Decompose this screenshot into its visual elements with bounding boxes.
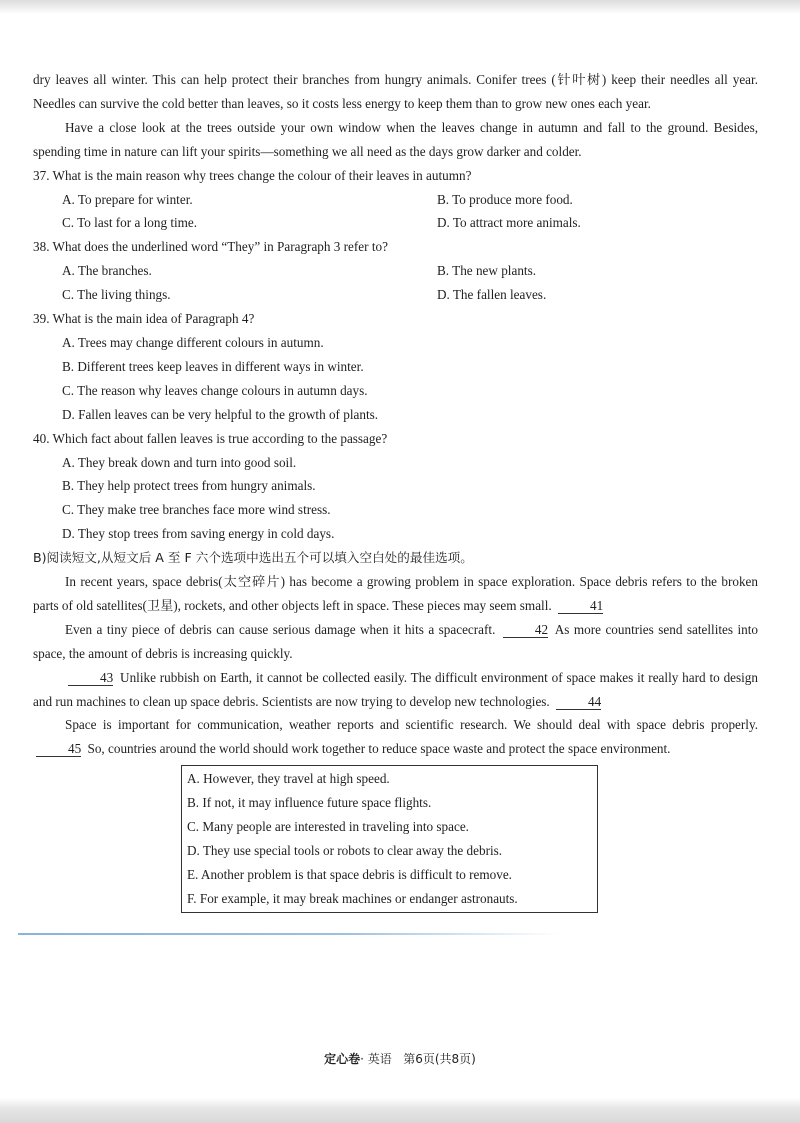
choice-option[interactable]: E. Another problem is that space debris is difficult to remove. [187,866,512,882]
question-39 [33,307,758,427]
option[interactable]: D. Fallen leaves can be very helpful to the growth of plants. [62,406,379,422]
option[interactable]: A. To prepare for winter. [62,191,193,207]
option[interactable]: B. To produce more food. [437,191,573,207]
paragraph-text: In recent years, space debris(太空碎片) has become a growing problem in space exploration. Space debris refers to the broken parts of old satellites(卫星), rockets, and other objects left in space. These pieces may seem small. [33,574,758,613]
option[interactable]: A. Trees may change different colours in autumn. [62,334,324,350]
choice-option[interactable]: A. However, they travel at high speed. [187,771,390,787]
page-footer [0,1050,800,1067]
choice-option[interactable]: B. If not, it may influence future space flights. [187,795,432,811]
option[interactable]: C. The reason why leaves change colours in autumn days. [62,382,368,398]
passage-b-paragraph-4 [33,713,758,761]
option[interactable]: B. Different trees keep leaves in different ways in winter. [62,358,364,374]
blank-44[interactable]: 44 [556,694,601,710]
choice-option[interactable]: F. For example, it may break machines or endanger astronauts. [187,890,518,906]
blank-43[interactable]: 43 [68,670,113,686]
option[interactable]: C. The living things. [62,287,171,303]
choice-option[interactable]: C. Many people are interested in traveling into space. [187,819,469,835]
page-content [33,68,758,913]
paragraph-text: Unlike rubbish on Earth, it cannot be collected easily. The difficult environment of space makes it really hard to design and run machines to clean up space debris. Scientists are now trying to develop new technologies. [33,669,758,709]
option[interactable]: A. The branches. [62,263,152,279]
option[interactable]: C. To last for a long time. [62,215,198,231]
passage-paragraph: Have a close look at the trees outside your own window when the leaves change in autumn and fall to the ground. Besides, spending time in nature can lift your spirits—something we all need as the days grow darker and colder. [33,119,758,159]
option[interactable]: D. They stop trees from saving energy in cold days. [62,526,335,542]
choices-box [181,765,598,912]
option[interactable]: B. They help protect trees from hungry animals. [62,478,316,494]
scan-bottom-edge [0,1098,800,1123]
question-stem: 37. What is the main reason why trees change the colour of their leaves in autumn? [33,167,472,183]
option[interactable]: D. The fallen leaves. [437,287,547,303]
choice-option[interactable]: D. They use special tools or robots to clear away the debris. [187,843,503,858]
options-list [62,451,758,547]
scan-artifact-line [18,933,560,935]
footer-subject: · 英语 [360,1052,392,1066]
passage-b-paragraph-2 [33,618,758,666]
question-stem: 38. What does the underlined word “They” in Paragraph 3 refer to? [33,239,388,255]
blank-41[interactable]: 41 [558,598,603,614]
footer-page-number: 第6页(共8页) [403,1052,476,1066]
question-stem: 39. What is the main idea of Paragraph 4? [33,311,255,327]
scan-top-edge [0,0,800,14]
passage-paragraph: dry leaves all winter. This can help protect their branches from hungry animals. Conifer trees (针叶树) keep their needles all year. Needles can survive the cold better than leaves, so it costs less energy to keep them than to grow new ones each year. [33,72,758,111]
option[interactable]: D. To attract more animals. [437,215,581,231]
options-list [62,331,758,427]
blank-45[interactable]: 45 [36,741,81,757]
question-40 [33,427,758,547]
question-38 [33,235,758,307]
question-37 [33,164,758,236]
options-grid [62,188,758,236]
blank-42[interactable]: 42 [503,622,548,638]
section-b-instructions: B)阅读短文,从短文后 A 至 F 六个选项中选出五个可以填入空白处的最佳选项。 [33,550,473,566]
passage-b-paragraph-3 [33,666,758,714]
paragraph-text: Even a tiny piece of debris can cause serious damage when it hits a spacecraft. [65,621,496,637]
options-grid [62,259,758,307]
option[interactable]: C. They make tree branches face more wind stress. [62,502,331,518]
paragraph-text: Space is important for communication, weather reports and scientific research. We should deal with space debris properly. [65,717,758,733]
question-stem: 40. Which fact about fallen leaves is true according to the passage? [33,430,388,446]
option[interactable]: B. The new plants. [437,263,537,279]
option[interactable]: A. They break down and turn into good soil. [62,454,297,470]
paragraph-text: So, countries around the world should work together to reduce space waste and protect the space environment. [87,741,671,757]
passage-b-paragraph-1 [33,570,758,618]
footer-series: 定心卷 [324,1052,361,1066]
paragraph-text: As more countries send satellites into space, the amount of debris is increasing quickly. [33,621,758,661]
